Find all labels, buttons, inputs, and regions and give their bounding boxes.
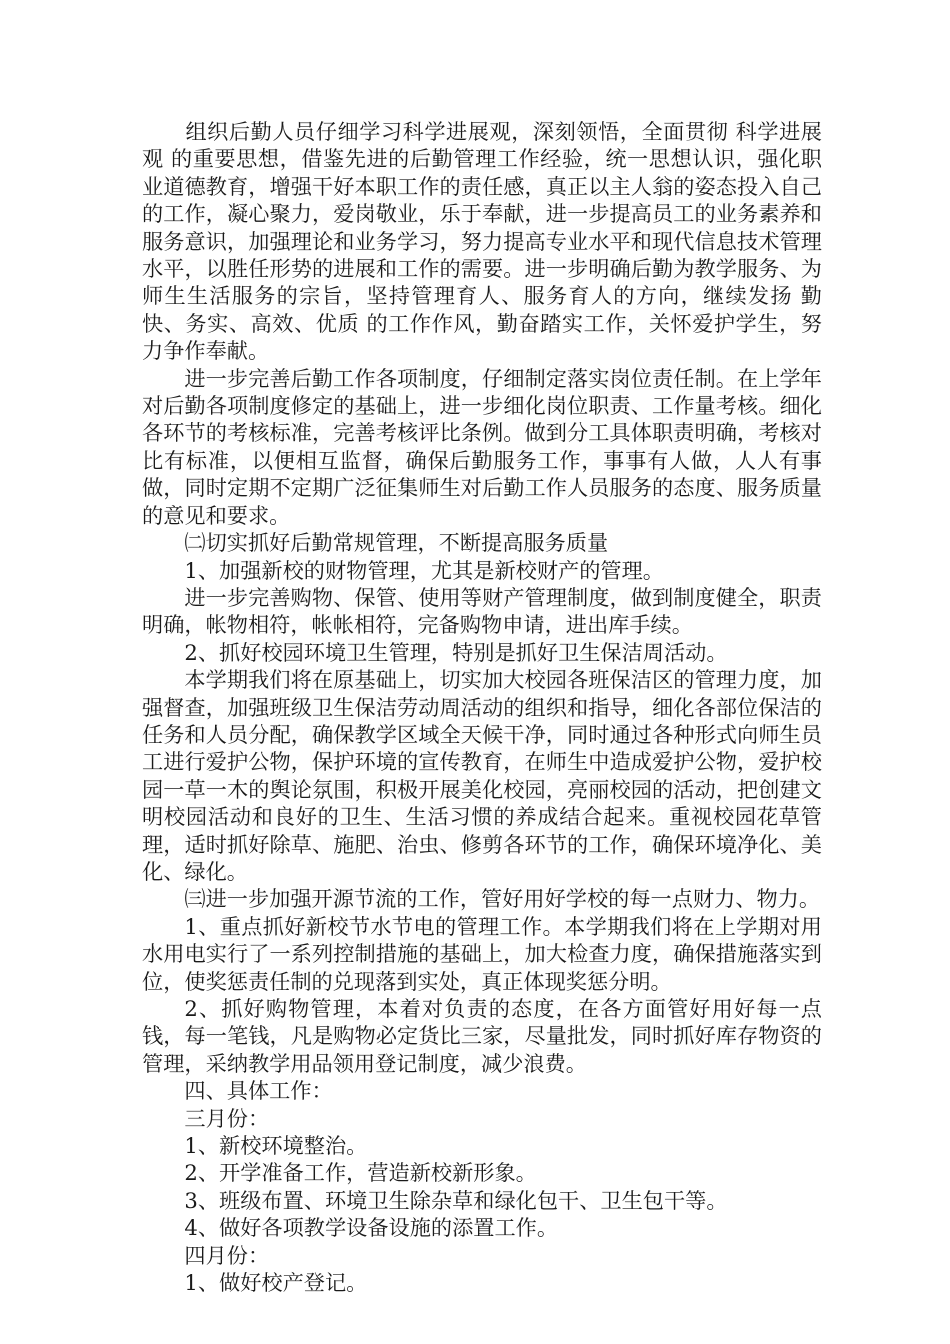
paragraph-property-system: 进一步完善购物、保管、使用等财产管理制度，做到制度健全，职责明确，帐物相符，帐帐相符，完备购物申请，进出库手续。 bbox=[142, 584, 822, 638]
list-item-water-electricity: 1、重点抓好新校节水节电的管理工作。本学期我们将在上学期对用水用电实行了一系列控制措施的基础上，加大检查力度，确保措施落实到位，使奖惩责任制的兑现落到实处，真正体现奖惩分明。 bbox=[142, 913, 822, 994]
document-body bbox=[142, 118, 822, 1296]
month-heading-march: 三月份： bbox=[184, 1105, 270, 1131]
paragraph-campus-cleaning: 本学期我们将在原基础上，切实加大校园各班保洁区的管理力度，加强督查，加强班级卫生保洁劳动周活动的组织和指导，细化各部位保洁的任务和人员分配，确保教学区域全天候干净，同时通过各种形式向师生员工进行爱护公物，保护环境的宣传教育，在师生中造成爱护公物，爱护校园一草一木的舆论氛围，积极开展美化校园，亮丽校园的活动，把创建文明校园活动和良好的卫生、生活习惯的养成结合起来。重视校园花草管理，适时抓好除草、施肥、治虫、修剪各环节的工作，确保环境净化、美化、绿化。 bbox=[142, 667, 822, 884]
list-item-march-3: 3、班级布置、环境卫生除杂草和绿化包干、卫生包干等。 bbox=[184, 1187, 728, 1213]
paragraph-improve-rules: 进一步完善后勤工作各项制度，仔细制定落实岗位责任制。在上学年对后勤各项制度修定的基础上，进一步细化岗位职责、工作量考核。细化各环节的考核标准，完善考核评比条例。做到分工具体职责明确，考核对比有标准，以便相互监督，确保后勤服务工作，事事有人做，人人有事做，同时定期不定期广泛征集师生对后勤工作人员服务的态度、服务质量的意见和要求。 bbox=[142, 365, 822, 528]
section-heading-routine-management: ㈡切实抓好后勤常规管理，不断提高服务质量 bbox=[184, 530, 609, 556]
list-item-property-management: 1、加强新校的财物管理，尤其是新校财产的管理。 bbox=[184, 557, 664, 583]
list-item-march-4: 4、做好各项教学设备设施的添置工作。 bbox=[184, 1215, 559, 1241]
section-heading-open-source-save: ㈢进一步加强开源节流的工作，管好用好学校的每一点财力、物力。 bbox=[184, 886, 821, 912]
section-heading-specific-work: 四、具体工作： bbox=[184, 1078, 333, 1104]
paragraph-logistics-study: 组织后勤人员仔细学习科学进展观，深刻领悟，全面贯彻 科学进展观 的重要思想，借鉴先进的后勤管理工作经验，统一思想认识，强化职业道德教育，增强干好本职工作的责任感，真正以主人翁的姿态投入自己的工作，凝心聚力，爱岗敬业，乐于奉献，进一步提高员工的业务素养和服务意识，加强理论和业务学习，努力提高专业水平和现代信息技术管理水平，以胜任形势的进展和工作的需要。进一步明确后勤为教学服务、为师生生活服务的宗旨，坚持管理育人、服务育人的方向，继续发扬 勤快、务实、高效、优质 的工作作风，勤奋踏实工作，关怀爱护学生，努力争作奉献。 bbox=[142, 119, 822, 364]
list-item-april-1: 1、做好校产登记。 bbox=[184, 1270, 368, 1296]
list-item-march-1: 1、新校环境整治。 bbox=[184, 1133, 368, 1159]
month-heading-april: 四月份： bbox=[184, 1242, 270, 1268]
list-item-environment-hygiene: 2、抓好校园环境卫生管理，特别是抓好卫生保洁周活动。 bbox=[184, 639, 728, 665]
list-item-march-2: 2、开学准备工作，营造新校新形象。 bbox=[184, 1160, 537, 1186]
list-item-purchasing: 2、抓好购物管理，本着对负责的态度，在各方面管好用好每一点钱，每一笔钱，凡是购物必定货比三家，尽量批发，同时抓好库存物资的管理，采纳教学用品领用登记制度，减少浪费。 bbox=[142, 996, 822, 1076]
